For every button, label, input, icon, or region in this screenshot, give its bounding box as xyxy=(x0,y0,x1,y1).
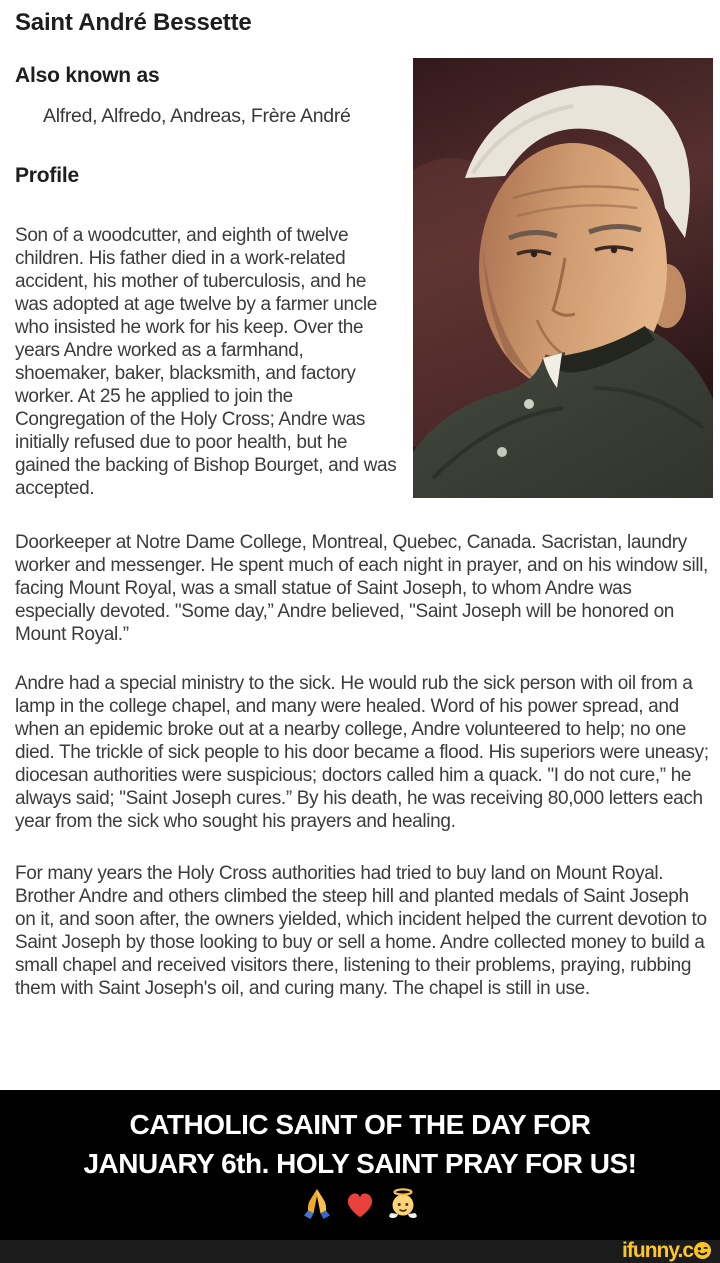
profile-paragraph-2: Doorkeeper at Notre Dame College, Montreal, Quebec, Canada. Sacristan, laundry worker and messenger. He spent much of each night in prayer, and on his window sill, facing Mount Royal, was a small statue of Saint Joseph, to whom Andre was especially devoted. "Some day,” Andre believed, "Saint Joseph will be honored on Mount Royal.” xyxy=(15,532,708,645)
watermark-text: ifunny.c xyxy=(622,1239,693,1262)
profile-paragraph-3: Andre had a special ministry to the sick. He would rub the sick person with oil from a lamp in the college chapel, and many were healed. Word of his power spread, and when an epidemic broke out at a nearby college, Andre volunteered to help; no one died. The trickle of sick people to his door became a flood. His superiors were uneasy; diocesan authorities were suspicious; doctors called him a quack. "I do not cure,” he always said; "Saint Joseph cures.” By his death, he was receiving 80,000 letters each year from the sick who sought his prayers and healing. xyxy=(15,673,709,832)
profile-paragraph-1: Son of a woodcutter, and eighth of twelve children. His father died in a work-related accident, his mother of tuberculosis, and he was adopted at age twelve by a farmer uncle who insisted he work for his keep. Over the years Andre worked as a farmhand, shoemaker, baker, blacksmith, and factory worker. At 25 he applied to join the Congregation of the Holy Cross; Andre was initially refused due to poor health, but he gained the backing of Bishop Bourget, and was accepted. xyxy=(15,225,397,499)
aka-names: Alfred, Alfredo, Andreas, Frère André xyxy=(43,105,351,127)
emoji-row xyxy=(0,1187,720,1220)
page-title: Saint André Bessette xyxy=(15,9,252,36)
saint-portrait-photo xyxy=(413,58,713,498)
red-heart-emoji xyxy=(344,1189,376,1219)
baby-angel-emoji xyxy=(386,1187,420,1220)
caption-line-2: JANUARY 6th. HOLY SAINT PRAY FOR US! xyxy=(83,1148,637,1179)
profile-heading: Profile xyxy=(15,164,79,187)
profile-paragraph-4: For many years the Holy Cross authorities had tried to buy land on Mount Royal. Brother Andre and others climbed the steep hill and planted medals of Saint Joseph on it, and soon after, the owners yielded, which incident helped the current devotion to Saint Joseph by those looking to buy or sell a home. Andre collected money to build a small chapel and received visitors there, listening to their problems, praying, rubbing them with Saint Joseph's oil, and curing many. The chapel is still in use. xyxy=(15,863,707,999)
folded-hands-emoji xyxy=(300,1188,334,1220)
portrait-illustration xyxy=(413,58,713,498)
caption-line-1: CATHOLIC SAINT OF THE DAY FOR xyxy=(129,1109,591,1140)
meme-caption-bar xyxy=(0,1090,720,1240)
ifunny-watermark xyxy=(622,1240,711,1262)
winking-smiley-o-icon xyxy=(694,1242,711,1259)
aka-heading: Also known as xyxy=(15,64,160,87)
watermark-bar xyxy=(0,1240,720,1263)
